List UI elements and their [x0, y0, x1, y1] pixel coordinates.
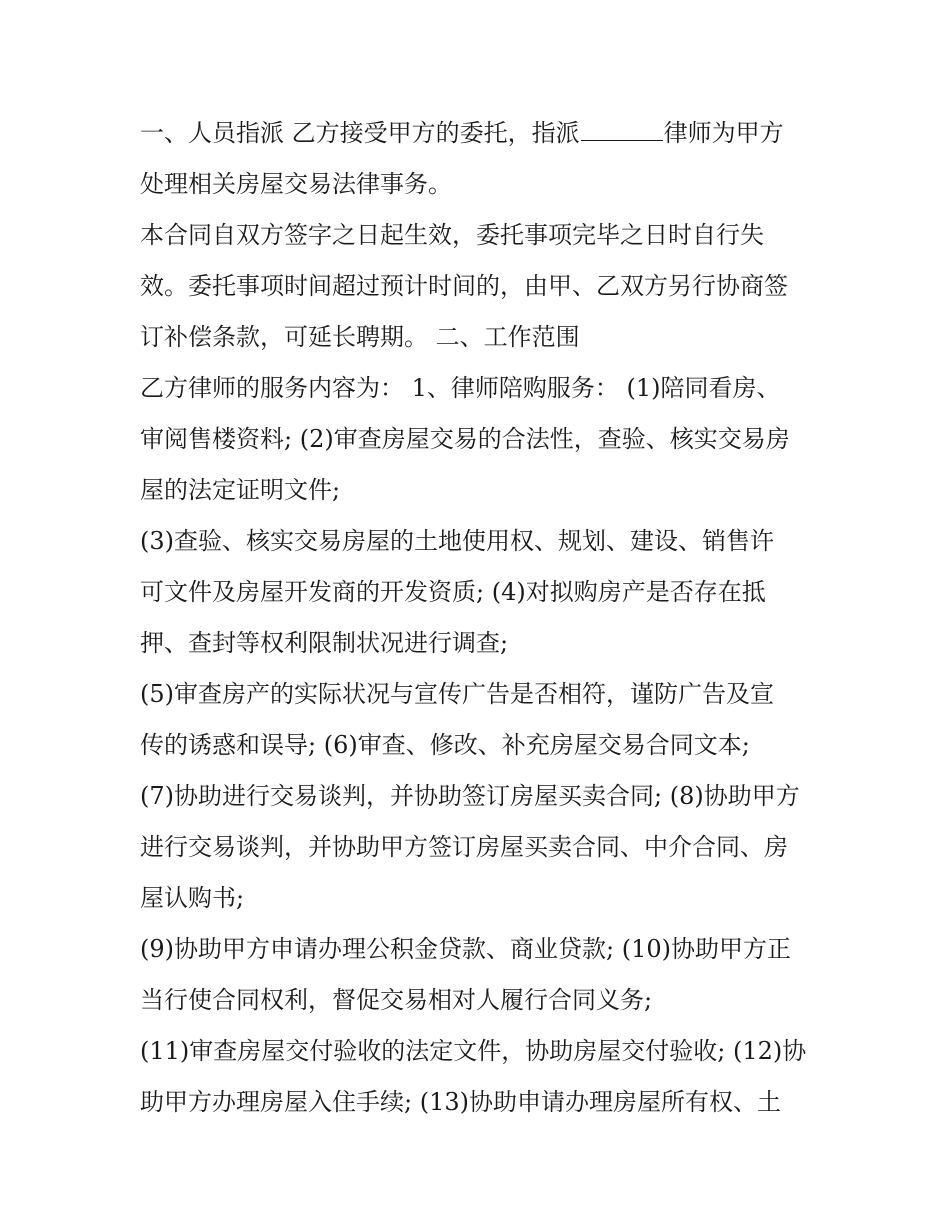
- text-line-9: (3)查验、核实交易房屋的土地使用权、规划、建设、销售许: [140, 527, 774, 555]
- text-line-5: 订补偿条款，可延长聘期。 二、工作范围: [140, 323, 580, 351]
- text-line-8: 屋的法定证明文件;: [140, 476, 341, 504]
- text-line-17: (9)协助甲方申请办理公积金贷款、商业贷款; (10)协助甲方正: [140, 935, 791, 963]
- blank-underline: [581, 122, 663, 141]
- text-line-19: (11)审查房屋交付验收的法定文件，协助房屋交付验收; (12)协: [140, 1037, 807, 1065]
- text-segment: 律师为甲方: [663, 119, 784, 147]
- text-line-7: 审阅售楼资料; (2)审查房屋交易的合法性，查验、核实交易房: [140, 425, 790, 453]
- text-line-1: [140, 108, 820, 159]
- text-line-2: 处理相关房屋交易法律事务。: [140, 170, 452, 198]
- text-line-15: 进行交易谈判，并协助甲方签订房屋买卖合同、中介合同、房: [140, 833, 788, 861]
- text-line-20: 助甲方办理房屋入住手续; (13)协助申请办理房屋所有权、土: [140, 1088, 781, 1116]
- text-line-14: (7)协助进行交易谈判，并协助签订房屋买卖合同; (8)协助甲方: [140, 782, 800, 810]
- text-segment: 一、人员指派 乙方接受甲方的委托，指派: [140, 119, 580, 147]
- text-line-4: 效。委托事项时间超过预计时间的，由甲、乙双方另行协商签: [140, 272, 788, 300]
- document-body: [140, 108, 820, 1128]
- text-line-18: 当行使合同权利，督促交易相对人履行合同义务;: [140, 986, 653, 1014]
- text-line-6: 乙方律师的服务内容为： 1、律师陪购服务： (1)陪同看房、: [140, 374, 781, 402]
- text-line-13: 传的诱惑和误导; (6)审查、修改、补充房屋交易合同文本;: [140, 731, 750, 759]
- text-line-10: 可文件及房屋开发商的开发资质; (4)对拟购房产是否存在抵: [140, 578, 766, 606]
- text-line-16: 屋认购书;: [140, 884, 245, 912]
- text-line-12: (5)审查房产的实际状况与宣传广告是否相符，谨防广告及宣: [140, 680, 774, 708]
- text-line-11: 押、查封等权利限制状况进行调查;: [140, 629, 509, 657]
- text-line-3: 本合同自双方签字之日起生效，委托事项完毕之日时自行失: [140, 221, 764, 249]
